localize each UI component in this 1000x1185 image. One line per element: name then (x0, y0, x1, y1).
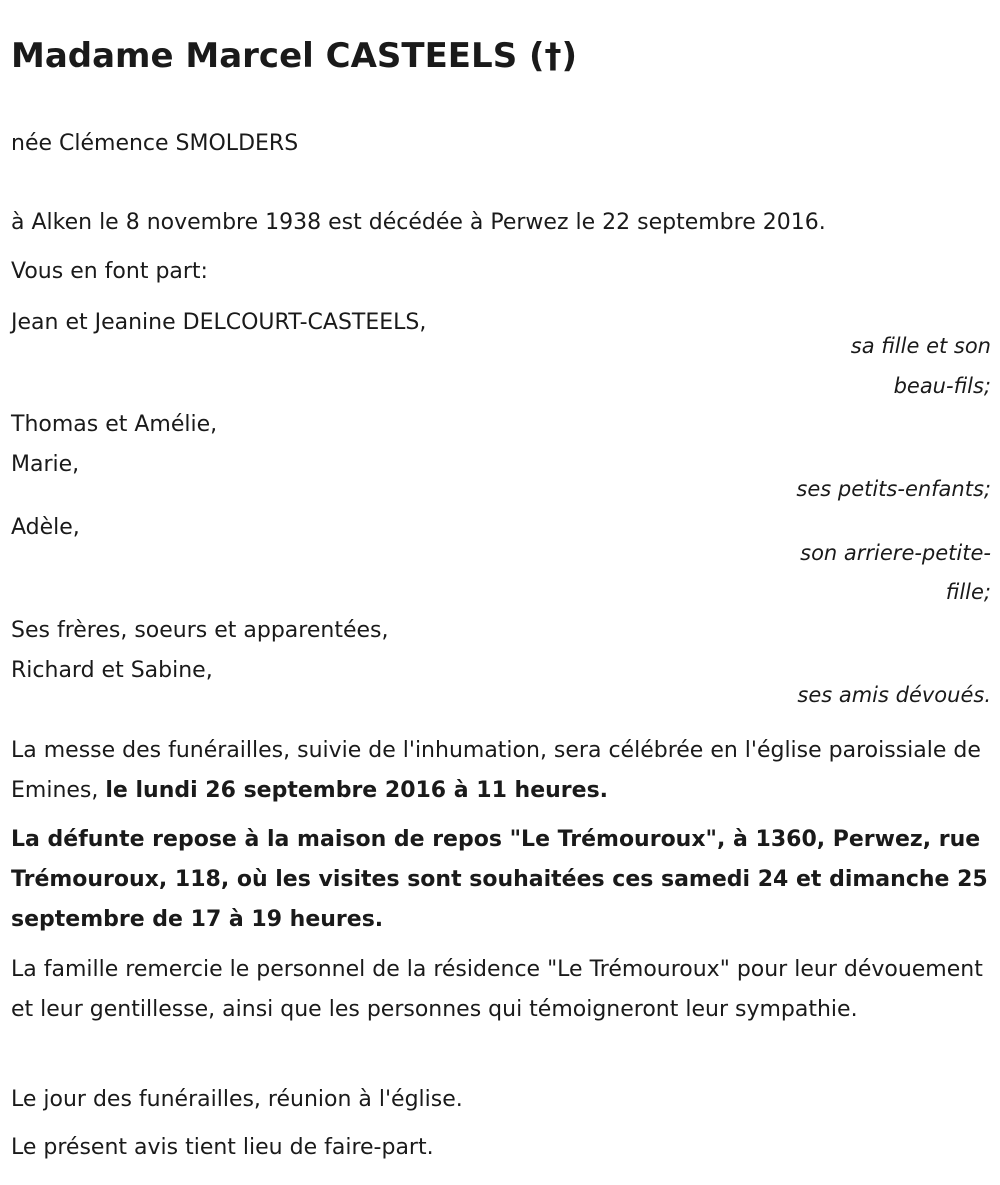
announce-line: Vous en font part: (11, 259, 208, 284)
thanks-paragraph: La famille remercie le personnel de la résidence "Le Trémouroux" pour leur dévouement et leur gentillesse, ainsi que les personnes qui témoigneront leur sympathie. (11, 957, 983, 1022)
great-grandchild-role-2: fille; (945, 580, 991, 604)
grandchild-name-1: Thomas et Amélie, (11, 412, 218, 437)
family-daughter-name: Jean et Jeanine DELCOURT-CASTEELS, (11, 310, 427, 335)
grandchild-name-2: Marie, (11, 452, 80, 477)
friends-name: Richard et Sabine, (11, 658, 213, 683)
friends-role: ses amis dévoués. (797, 683, 991, 707)
funeral-paragraph (11, 731, 991, 811)
funeral-text: La messe des funérailles, suivie de l'inhumation, sera célébrée en l'église paroissiale de Emines, (11, 738, 981, 803)
notice-title: Madame Marcel CASTEELS (†) (11, 36, 578, 76)
grandchildren-role: ses petits-enfants; (796, 477, 991, 501)
closing-line: Le présent avis tient lieu de faire-part. (11, 1135, 434, 1160)
funeral-date: le lundi 26 septembre 2016 à 11 heures. (105, 778, 609, 803)
siblings-line: Ses frères, soeurs et apparentées, (11, 618, 389, 643)
birth-death-line: à Alken le 8 novembre 1938 est décédée à Perwez le 22 septembre 2016. (11, 210, 826, 235)
great-grandchild-name: Adèle, (11, 515, 80, 540)
family-daughter-role-2: beau-fils; (893, 374, 991, 398)
maiden-name: née Clémence SMOLDERS (11, 131, 299, 156)
family-daughter-role-1: sa fille et son (850, 334, 991, 358)
visit-paragraph: La défunte repose à la maison de repos "Le Trémouroux", à 1360, Perwez, rue Trémouroux, 118, où les visites sont souhaitées ces samedi 24 et dimanche 25 septembre de 17 à 19 heures. (11, 827, 988, 932)
great-grandchild-role-1: son arriere-petite- (800, 541, 991, 565)
meeting-line: Le jour des funérailles, réunion à l'église. (11, 1087, 463, 1112)
